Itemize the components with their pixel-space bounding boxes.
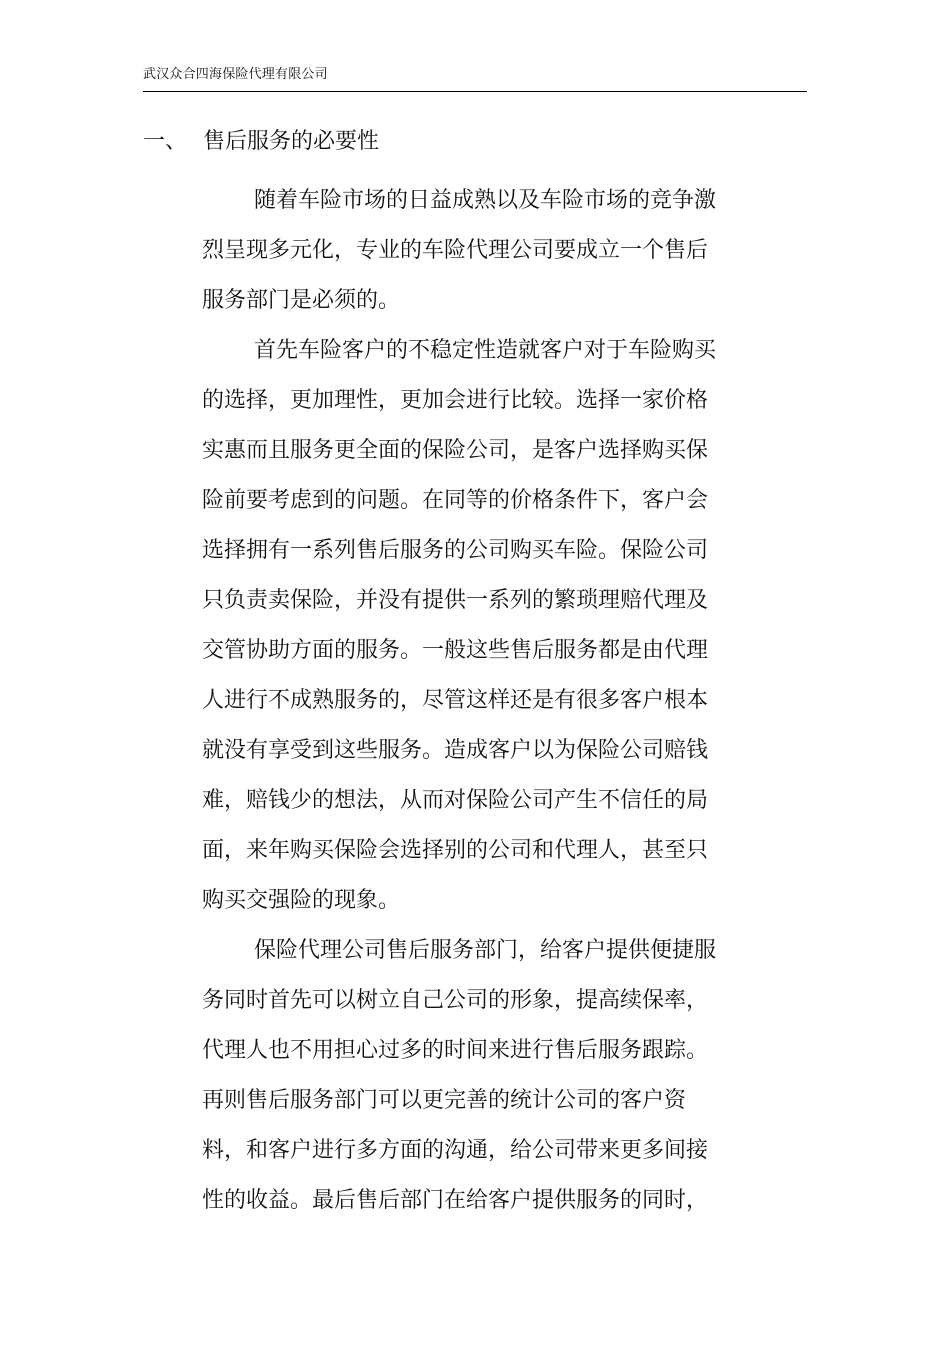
paragraph-line: 的选择，更加理性，更加会进行比较。选择一家价格 bbox=[202, 388, 709, 413]
paragraph-line: 只负责卖保险，并没有提供一系列的繁琐理赔代理及 bbox=[202, 588, 709, 613]
paragraph-line: 首先车险客户的不稳定性造就客户对于车险购买 bbox=[254, 338, 717, 363]
paragraph-line: 代理人也不用担心过多的时间来进行售后服务跟踪。 bbox=[202, 1038, 709, 1063]
paragraph bbox=[202, 326, 742, 926]
paragraph bbox=[202, 176, 742, 326]
document-header bbox=[143, 66, 328, 84]
paragraph-line: 人进行不成熟服务的，尽管这样还是有很多客户根本 bbox=[202, 688, 709, 713]
paragraph-line: 难，赔钱少的想法，从而对保险公司产生不信任的局 bbox=[202, 788, 709, 813]
paragraph-line: 再则售后服务部门可以更完善的统计公司的客户资 bbox=[202, 1088, 687, 1113]
body-text bbox=[202, 176, 742, 1226]
company-name: 武汉众合四海保险代理有限公司 bbox=[143, 67, 328, 82]
paragraph-line: 实惠而且服务更全面的保险公司，是客户选择购买保 bbox=[202, 438, 709, 463]
paragraph-line: 面，来年购买保险会选择别的公司和代理人，甚至只 bbox=[202, 838, 709, 863]
paragraph-line: 务同时首先可以树立自己公司的形象，提高续保率， bbox=[202, 988, 709, 1013]
paragraph-line: 保险代理公司售后服务部门，给客户提供便捷服 bbox=[254, 938, 717, 963]
section-title: 售后服务的必要性 bbox=[203, 129, 380, 154]
paragraph-line: 购买交强险的现象。 bbox=[202, 888, 401, 913]
paragraph-line: 烈呈现多元化，专业的车险代理公司要成立一个售后 bbox=[202, 238, 709, 263]
paragraph-line: 服务部门是必须的。 bbox=[202, 288, 401, 313]
paragraph-line: 交管协助方面的服务。一般这些售后服务都是由代理 bbox=[202, 638, 709, 663]
header-divider bbox=[143, 91, 807, 92]
paragraph-line: 料，和客户进行多方面的沟通，给公司带来更多间接 bbox=[202, 1138, 709, 1163]
paragraph-line: 就没有享受到这些服务。造成客户以为保险公司赔钱 bbox=[202, 738, 709, 763]
section-heading bbox=[143, 126, 379, 158]
paragraph bbox=[202, 926, 742, 1226]
paragraph-line: 险前要考虑到的问题。在同等的价格条件下，客户会 bbox=[202, 488, 709, 513]
paragraph-line: 随着车险市场的日益成熟以及车险市场的竞争激 bbox=[254, 188, 717, 213]
paragraph-line: 选择拥有一系列售后服务的公司购买车险。保险公司 bbox=[202, 538, 709, 563]
paragraph-line: 性的收益。最后售后部门在给客户提供服务的同时， bbox=[202, 1188, 709, 1213]
section-number: 一、 bbox=[143, 129, 188, 154]
